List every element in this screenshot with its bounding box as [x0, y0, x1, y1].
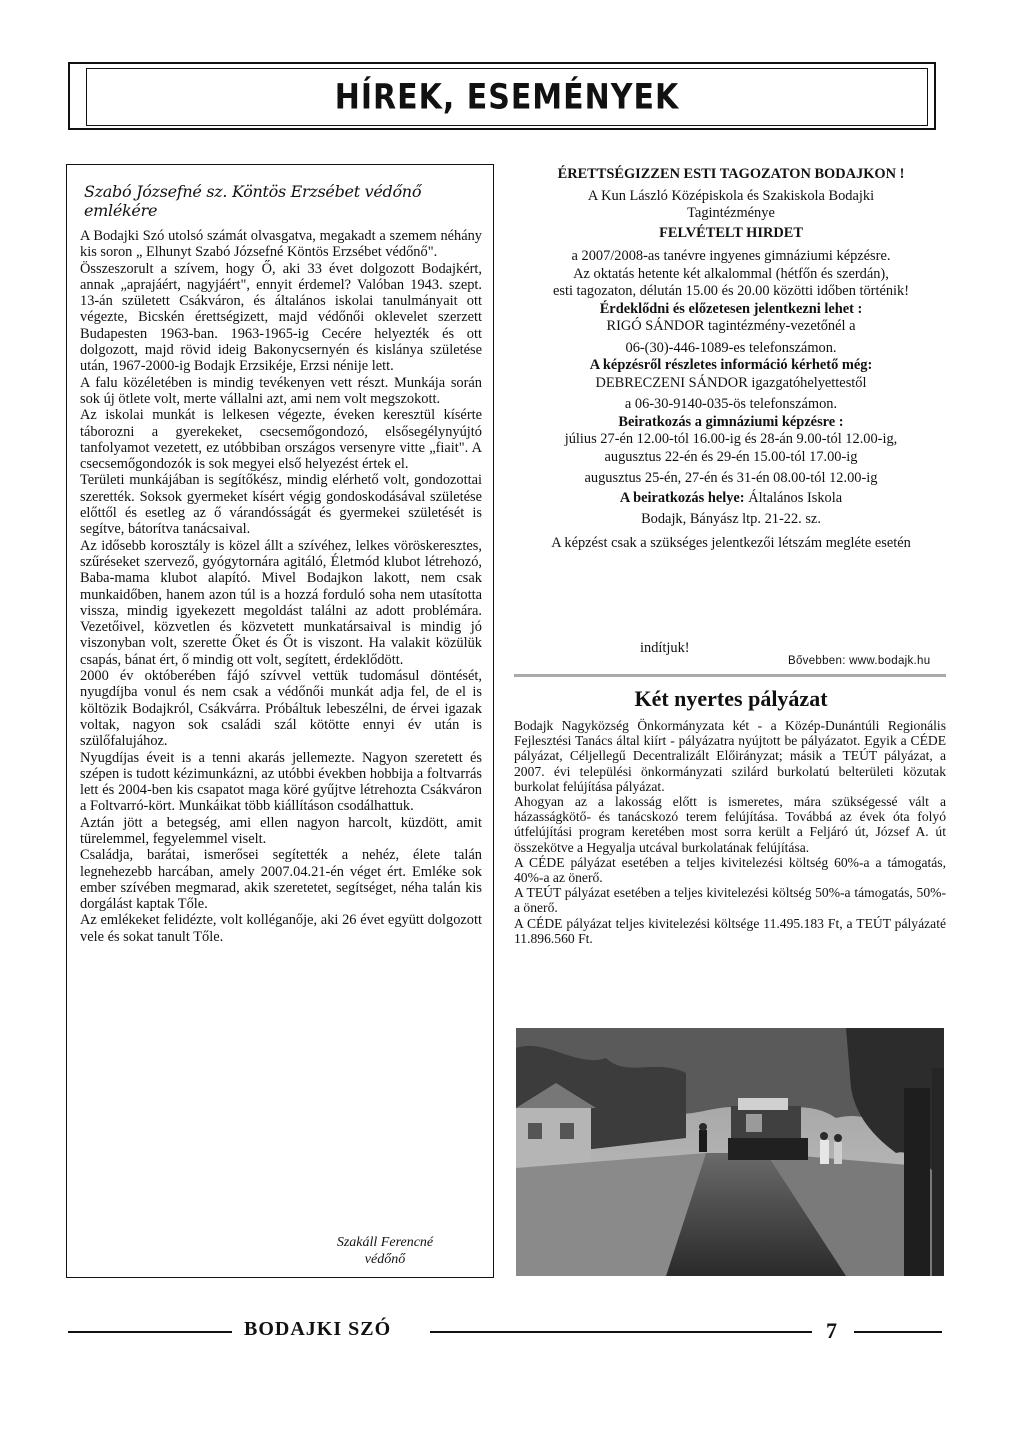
- grants-article-body: [514, 718, 946, 946]
- advert-enroll-date: július 27-én 12.00-tól 16.00-ig és 28-án 9.00-tól 12.00-ig,: [564, 431, 898, 447]
- article-paragraph: Összeszorult a szívem, hogy Ő, aki 33 évet dolgozott Bodajkért, annak „aprajáért, nagyjáért", ennyit érdemel? Valóban 1943. szept. 13-án született Csákváron, és általános iskolai tanulmányait ott végezte, Bicskén érettségizett, majd védőnői oklevelet szerzett Budapesten 1963-ban. 1963-1965-ig Cecére helyezték és ott dolgozott, majd rövid ideig Bakonycsernyén és kislánya születése után, 1967-2000-ig Bodajk Erzsikéje, Erzsi nénije lett.: [80, 260, 482, 375]
- advert-place-address: Bodajk, Bányász ltp. 21-22. sz.: [641, 511, 821, 527]
- article-paragraph: Aztán jött a betegség, ami ellen nagyon harcolt, küzdött, amit türelemmel, fegyelemmel viselt.: [80, 814, 482, 847]
- advert-announce: FELVÉTELT HIRDET: [659, 224, 803, 241]
- grants-paragraph: A TEÚT pályázat esetében a teljes kivitelezési költség 50%-a támogatás, 50%-a önerő.: [514, 885, 946, 916]
- article-paragraph: Nyugdíjas éveit is a tenni akarás jellemezte. Nagyon szeretett és szépen is tudott kézimunkázni, az utóbbi években hobbija a foltvarrás lett és 2004-ben kis csapatot maga köré gyűjtve létrehozta Csákváron a Foltvarró-kört. Munkáikat több kiállításon csodálhattuk.: [80, 749, 482, 815]
- advert-phone: 06-(30)-446-1089-es telefonszámon.: [625, 339, 837, 356]
- advert-school: A Kun László Középiskola és Szakiskola Bodajki Tagintézménye: [587, 187, 875, 221]
- article-paragraph: Területi munkájában is segítőkész, mindig elérhető volt, gondozottai szerették. Soksok gyermeket kísért végig gondoskodásával születése előttől és esetleg az ő várandósságát és gyermekei születését is segítve, bátorítva tanácsaival.: [80, 472, 482, 538]
- advert-contact: DEBRECZENI SÁNDOR igazgatóhelyettestől: [595, 374, 867, 391]
- footer-rule-left: [68, 1331, 232, 1333]
- publication-name: BODAJKI SZÓ: [244, 1318, 392, 1340]
- article-paragraph: Családja, barátai, ismerősei segítették a nehéz, élete talán legnehezebb harcában, amely 2007.04.21-én véget ért. Emléke sok ember szívében megmarad, akik szeretetet, segítséget, néha talán kis dorgálást kaptak Tőle.: [80, 847, 482, 913]
- article-paragraph: Az iskolai munkát is lelkesen végezte, éveken keresztül kísérte táborozni a gyerekeket, csecsemőgondozó, elsősegélynyújtó tanfolyamot vezetett, ez utóbbiban országos versenyre vitte „fiait". A csecsemőgondozók is sok megyei első helyezést értek el.: [80, 407, 482, 473]
- advert-line: esti tagozaton, délután 15.00 és 20.00 közötti időben történik!: [552, 283, 910, 299]
- advert-more-info-link[interactable]: Bővebben: www.bodajk.hu: [788, 655, 931, 667]
- advert-closing-end: indítjuk!: [640, 640, 690, 656]
- article-paragraph: Az idősebb korosztály is közel állt a szívéhez, lelkes vöröskeresztes, szűréseket szervező, gyógytornára agitáló, Életmód klubot létrehozó, Baba-mama klubot alapító. Mivel Bodajkon lakott, nem csak munkaidőben, hanem azon túl is a hozzá forduló soha nem utasította vissza, mindig igyekezett megoldást találni az adott problémára. Vezetőivel, közvetlen és közvetett munkatársaival is mindig jó viszonyban volt, szerette Őket és Őt is viszont. Ha valakit közülük csapás, bánat ért, ő mindig ott volt, segített, érdeklődött.: [80, 537, 482, 668]
- section-title: HÍREK, ESEMÉNYEK: [334, 76, 680, 118]
- road-paving-photo: [516, 1028, 944, 1276]
- article-paragraph: A Bodajki Szó utolsó számát olvasgatva, megakadt a szemem néhány kis soron „ Elhunyt Szabó Józsefné Köntös Erzsébet védőnő".: [80, 228, 482, 261]
- advert-enroll-label: Beiratkozás a gimnáziumi képzésre :: [618, 413, 844, 430]
- grants-paragraph: A CÉDE pályázat teljes kivitelezési költsége 11.495.183 Ft, a TEÚT pályázaté 11.896.560 Ft.: [514, 915, 946, 946]
- memorial-article-body: [80, 228, 482, 945]
- advert-phone: a 06-30-9140-035-ös telefonszámon.: [624, 396, 838, 412]
- memorial-article-title: Szabó Józsefné sz. Köntös Erzsébet védőnő emlékére: [84, 182, 422, 220]
- grants-paragraph: A CÉDE pályázat esetében a teljes kivitelezési költség 60%-a a támogatás, 40%-a az önerő.: [514, 854, 946, 886]
- article-paragraph: A falu közéletében is mindig tevékenyen vett részt. Munkája során sok új ötlete volt, merte vállalni azt, ami nem volt megszokott.: [80, 374, 482, 407]
- advert-place-label: A beiratkozás helye:: [619, 489, 745, 506]
- advert-enroll-date: augusztus 22-én és 29-én 15.00-tól 17.00-ig: [604, 448, 858, 465]
- advert-headline: ÉRETTSÉGIZZEN ESTI TAGOZATON BODAJKON !: [557, 166, 905, 182]
- advert-info-label: A képzésről részletes információ kérhető még:: [589, 357, 873, 373]
- signature: [300, 1234, 470, 1268]
- grants-paragraph: Bodajk Nagyközség Önkormányzata két - a Közép-Dunántúli Regionális Fejlesztési Tanács által kiírt - pályázatra nyújtott be pályázatot. Egyik a CÉDE pályázat, Céljellegű Decentralizált Előirányzat; másik a TEÚT pályázat, a 2007. évi települési önkormányzati szilárd burkolatú belterületi közutak burkolat felújítása pályázat.: [514, 718, 946, 794]
- school-advert: [512, 166, 950, 552]
- advert-line: Az oktatás hetente két alkalommal (hétfőn és szerdán),: [573, 265, 889, 282]
- advert-place-value: Általános Iskola: [748, 489, 843, 506]
- advert-line: a 2007/2008-as tanévre ingyenes gimnáziumi képzésre.: [571, 248, 891, 264]
- article-paragraph: 2000 év októberében fájó szívvel vettük tudomásul döntését, nyugdíjba vonul és nem csak a védőnői munkát adja fel, de el is költözik Bodajkról, Csákvárra. Próbáltuk lebeszélni, de érvei igazak voltak, nagyon sok családi szál kötötte ennyi év után is szülőfalujához.: [80, 668, 482, 750]
- column-divider: [514, 674, 946, 677]
- footer-rule-middle: [430, 1331, 812, 1333]
- advert-enroll-date: augusztus 25-én, 27-én és 31-én 08.00-tól 12.00-ig: [584, 470, 878, 486]
- page-number: 7: [826, 1318, 837, 1343]
- grants-article-title: Két nyertes pályázat: [634, 686, 828, 711]
- advert-closing: A képzést csak a szükséges jelentkezői létszám megléte esetén: [551, 534, 911, 551]
- footer-rule-right: [854, 1331, 942, 1333]
- signature-name: Szakáll Ferencné: [336, 1235, 434, 1250]
- grants-paragraph: Ahogyan az a lakosság előtt is ismeretes, mára szükségessé vált a házasságkötő- és tanácskozó terem felújítása. Továbbá az évek óta folyó útfelújítási program keretében most sorra került a Feljáró út, József A. út összekötve a Hegyalja utcával burkolatának felújítása.: [514, 794, 946, 855]
- header-frame: [86, 68, 928, 126]
- advert-inquire-label: Érdeklődni és előzetesen jelentkezni lehet :: [599, 300, 863, 317]
- advert-contact: RIGÓ SÁNDOR tagintézmény-vezetőnél a: [606, 318, 856, 334]
- article-paragraph: Az emlékeket felidézte, volt kolléganője, aki 26 évet együtt dolgozott vele és sokat tanult Tőle.: [80, 912, 482, 945]
- signature-role: védőnő: [364, 1252, 406, 1267]
